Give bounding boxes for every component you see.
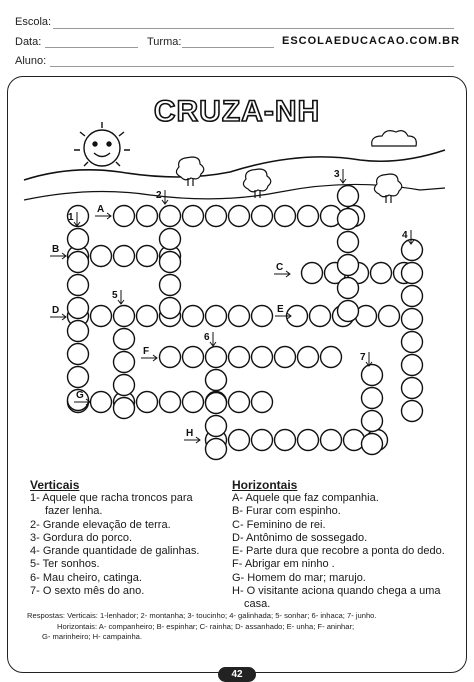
letter-cell[interactable]	[321, 347, 342, 368]
letter-cell[interactable]	[183, 206, 204, 227]
letter-cell[interactable]	[302, 263, 323, 284]
clue-horizontal-c: C- Feminino de rei.	[232, 518, 326, 531]
letter-cell[interactable]	[338, 278, 359, 299]
letter-cell[interactable]	[402, 355, 423, 376]
tree-icon	[176, 157, 203, 186]
label-7: 7	[360, 352, 366, 363]
letter-cell[interactable]	[338, 301, 359, 322]
sun-icon	[74, 122, 130, 166]
letter-cell[interactable]	[275, 430, 296, 451]
arrow-icon	[408, 230, 414, 244]
letter-cell[interactable]	[68, 252, 89, 273]
answer-line-3: G- marinheiro; H- campainha.	[42, 632, 143, 641]
clue-horizontal-b: B- Furar com espinho.	[232, 505, 341, 518]
clue-vertical-4: 4- Grande quantidade de galinhas.	[30, 545, 200, 558]
letter-cell[interactable]	[91, 392, 112, 413]
clue-horizontal-h: H- O visitante aciona quando chega a uma	[232, 585, 441, 598]
clue-vertical-6: 6- Mau cheiro, catinga.	[30, 571, 142, 584]
label-g: G	[76, 390, 84, 401]
clue-vertical-5: 5- Ter sonhos.	[30, 558, 100, 571]
label-c: C	[276, 262, 284, 273]
clue-horizontal-f: F- Abrigar em ninho .	[232, 558, 335, 571]
horizontais-title: Horizontais	[232, 478, 298, 492]
label-6: 6	[204, 332, 210, 343]
letter-cell[interactable]	[160, 206, 181, 227]
letter-cell[interactable]	[68, 298, 89, 319]
letter-cell[interactable]	[160, 392, 181, 413]
letter-cell[interactable]	[137, 306, 158, 327]
letter-cell[interactable]	[338, 209, 359, 230]
letter-cell[interactable]	[91, 306, 112, 327]
clue-vertical-1b: fazer lenha.	[45, 505, 103, 518]
clue-vertical-3: 3- Gordura do porco.	[30, 531, 133, 544]
clue-horizontal-h2: casa.	[244, 598, 271, 611]
letter-cell[interactable]	[275, 206, 296, 227]
clue-vertical-1a: 1- Aquele que racha troncos para	[30, 492, 193, 504]
letter-cell[interactable]	[114, 306, 135, 327]
letter-cell[interactable]	[229, 392, 250, 413]
verticais-title: Verticais	[30, 478, 80, 492]
letter-cell[interactable]	[362, 411, 383, 432]
data-label: Data:	[15, 36, 42, 48]
letter-cell[interactable]	[206, 347, 227, 368]
letter-cell[interactable]	[183, 306, 204, 327]
clue-vertical-7: 7- O sexto mês do ano.	[30, 585, 145, 598]
letter-cell[interactable]	[371, 263, 392, 284]
answer-line-1: Respostas: Verticais: 1-lenhador; 2- montanha; 3- toucinho; 4- galinhada; 5- sonhar; 6- inhaca; 7- junho.	[27, 611, 377, 620]
label-2: 2	[156, 190, 162, 201]
letter-cell[interactable]	[402, 286, 423, 307]
clue-horizontal-a: A- Aquele que faz companhia.	[232, 492, 379, 504]
label-f: F	[143, 346, 150, 357]
turma-label: Turma:	[147, 36, 182, 48]
letter-cell[interactable]	[402, 263, 423, 284]
verticais-clues	[30, 492, 230, 598]
arrow-icon	[340, 169, 346, 183]
label-a: A	[97, 204, 105, 215]
arrow-icon	[210, 332, 216, 346]
arrow-icon	[118, 290, 124, 304]
letter-cell[interactable]	[206, 370, 227, 391]
label-b: B	[52, 244, 60, 255]
site-url: ESCOLAEDUCACAO.COM.BR	[282, 35, 461, 47]
letter-cell[interactable]	[252, 347, 273, 368]
letter-cell[interactable]	[137, 392, 158, 413]
letter-cell[interactable]	[160, 229, 181, 250]
cloud-icon	[372, 131, 417, 146]
label-h: H	[186, 428, 194, 439]
letter-cell[interactable]	[114, 352, 135, 373]
letter-cell[interactable]	[160, 298, 181, 319]
letter-cell[interactable]	[160, 275, 181, 296]
label-4: 4	[402, 230, 408, 241]
letter-cell[interactable]	[206, 393, 227, 414]
letter-cell[interactable]	[68, 275, 89, 296]
letter-cell[interactable]	[379, 306, 400, 327]
letter-cell[interactable]	[402, 401, 423, 422]
clue-vertical-2: 2- Grande elevação de terra.	[30, 518, 171, 531]
letter-cell[interactable]	[362, 434, 383, 455]
clue-horizontal-d: D- Antônimo de sossegado.	[232, 531, 368, 544]
tree-icon	[243, 169, 270, 198]
letter-cell[interactable]	[229, 206, 250, 227]
letter-cell[interactable]	[252, 392, 273, 413]
letter-cell[interactable]	[183, 347, 204, 368]
label-1: 1	[68, 212, 74, 223]
letter-cell[interactable]	[206, 206, 227, 227]
letter-cell[interactable]	[321, 430, 342, 451]
letter-cell[interactable]	[160, 252, 181, 273]
letter-cell[interactable]	[275, 347, 296, 368]
letter-cell[interactable]	[402, 332, 423, 353]
letter-cell[interactable]	[160, 347, 181, 368]
letter-cell[interactable]	[402, 309, 423, 330]
escola-label: Escola:	[15, 16, 52, 28]
label-d: D	[52, 305, 60, 316]
title-text: CRUZA-NH	[153, 95, 321, 128]
letter-cell[interactable]	[252, 430, 273, 451]
label-3: 3	[334, 169, 340, 180]
answer-line-2: Horizontais: A- companheiro; B- espinhar; C- rainha; D- assanhado; E- unha; F- aninhar;	[57, 621, 355, 631]
letter-cell[interactable]	[68, 229, 89, 250]
arrow-icon	[366, 352, 372, 366]
letter-cell[interactable]	[68, 321, 89, 342]
letter-cell[interactable]	[362, 365, 383, 386]
letter-cell[interactable]	[68, 344, 89, 365]
letter-cell[interactable]	[298, 347, 319, 368]
clue-horizontal-g: G- Homem do mar; marujo.	[232, 571, 366, 584]
letter-cell[interactable]	[229, 347, 250, 368]
letter-cell[interactable]	[252, 306, 273, 327]
letter-cell[interactable]	[229, 430, 250, 451]
letter-cell[interactable]	[91, 246, 112, 267]
letter-cell[interactable]	[206, 416, 227, 437]
letter-cell[interactable]	[338, 186, 359, 207]
letter-cell[interactable]	[298, 430, 319, 451]
letter-cell[interactable]	[252, 206, 273, 227]
letter-cell[interactable]	[362, 388, 383, 409]
letter-cell[interactable]	[114, 206, 135, 227]
clue-horizontal-e: E- Parte dura que recobre a ponta do dedo.	[232, 545, 445, 558]
letter-cell[interactable]	[114, 246, 135, 267]
letter-cell[interactable]	[229, 306, 250, 327]
letter-cell[interactable]	[183, 392, 204, 413]
crossword-grid	[68, 186, 423, 460]
letter-cell[interactable]	[206, 306, 227, 327]
letter-cell[interactable]	[298, 206, 319, 227]
letter-cell[interactable]	[114, 398, 135, 419]
label-5: 5	[112, 290, 118, 301]
letter-cell[interactable]	[68, 367, 89, 388]
letter-cell[interactable]	[137, 206, 158, 227]
letter-cell[interactable]	[310, 306, 331, 327]
letter-cell[interactable]	[114, 329, 135, 350]
answer-key	[27, 611, 447, 643]
letter-cell[interactable]	[137, 246, 158, 267]
page-number: 42	[218, 667, 256, 682]
letter-cell[interactable]	[338, 255, 359, 276]
aluno-label: Aluno:	[15, 55, 47, 67]
tree-icon	[374, 174, 401, 203]
letter-cell[interactable]	[114, 375, 135, 396]
letter-cell[interactable]	[338, 232, 359, 253]
horizontais-clues	[232, 492, 462, 612]
letter-cell[interactable]	[402, 378, 423, 399]
label-e: E	[277, 304, 284, 315]
letter-cell[interactable]	[206, 439, 227, 460]
